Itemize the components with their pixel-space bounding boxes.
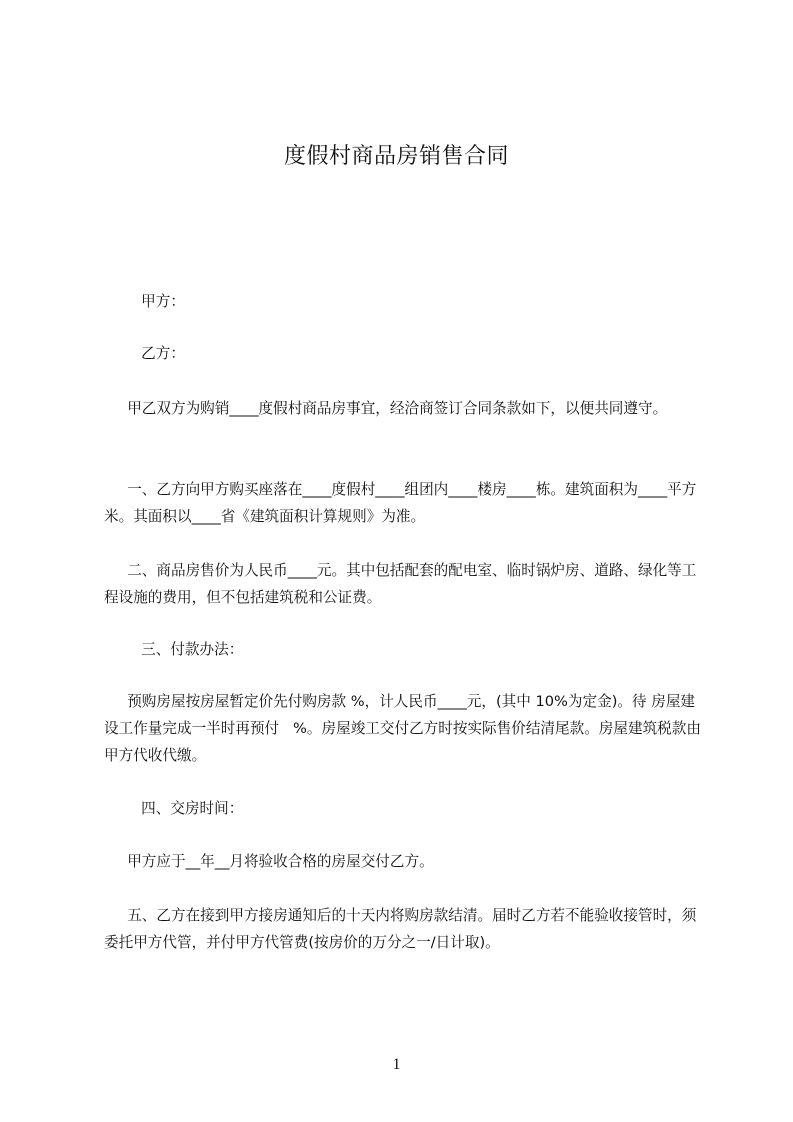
preamble-paragraph: 甲乙双方为购销____度假村商品房事宜，经洽商签订合同条款如下，以便共同遵守。 — [104, 400, 668, 417]
clause-1-paragraph: 一、乙方向甲方购买座落在____度假村____组团内____楼房____栋。建筑面积为____平方米。其面积以____省《建筑面积计算规则》为准。 — [104, 481, 697, 525]
clause-4-paragraph: 甲方应于__年__月将验收合格的房屋交付乙方。 — [104, 853, 434, 870]
page-title: 度假村商品房销售合同 — [283, 144, 509, 169]
party-b-line: 乙方： — [104, 345, 185, 362]
party-a-line: 甲方： — [104, 293, 185, 310]
page-number: 1 — [392, 1056, 401, 1073]
clause-3-paragraph: 预购房屋按房屋暂定价先付购房款 %，计人民币____元，(其中 10%为定金)。待 房屋建设工作量完成一半时再预付 %。房屋竣工交付乙方时按实际售价结清尾款。房屋建筑税款由甲方代收代缴。 — [104, 693, 701, 764]
clause-3-heading: 三、付款办法： — [104, 641, 244, 658]
clause-2-paragraph: 二、商品房售价为人民币____元。其中包括配套的配电室、临时锅炉房、道路、绿化等工程设施的费用，但不包括建筑税和公证费。 — [104, 562, 697, 606]
clause-5-paragraph: 五、乙方在接到甲方接房通知后的十天内将购房款结清。届时乙方若不能验收接管时，须委托甲方代管，并付甲方代管费(按房价的万分之一/日计取)。 — [104, 907, 697, 951]
clause-4-heading: 四、交房时间： — [104, 800, 244, 817]
